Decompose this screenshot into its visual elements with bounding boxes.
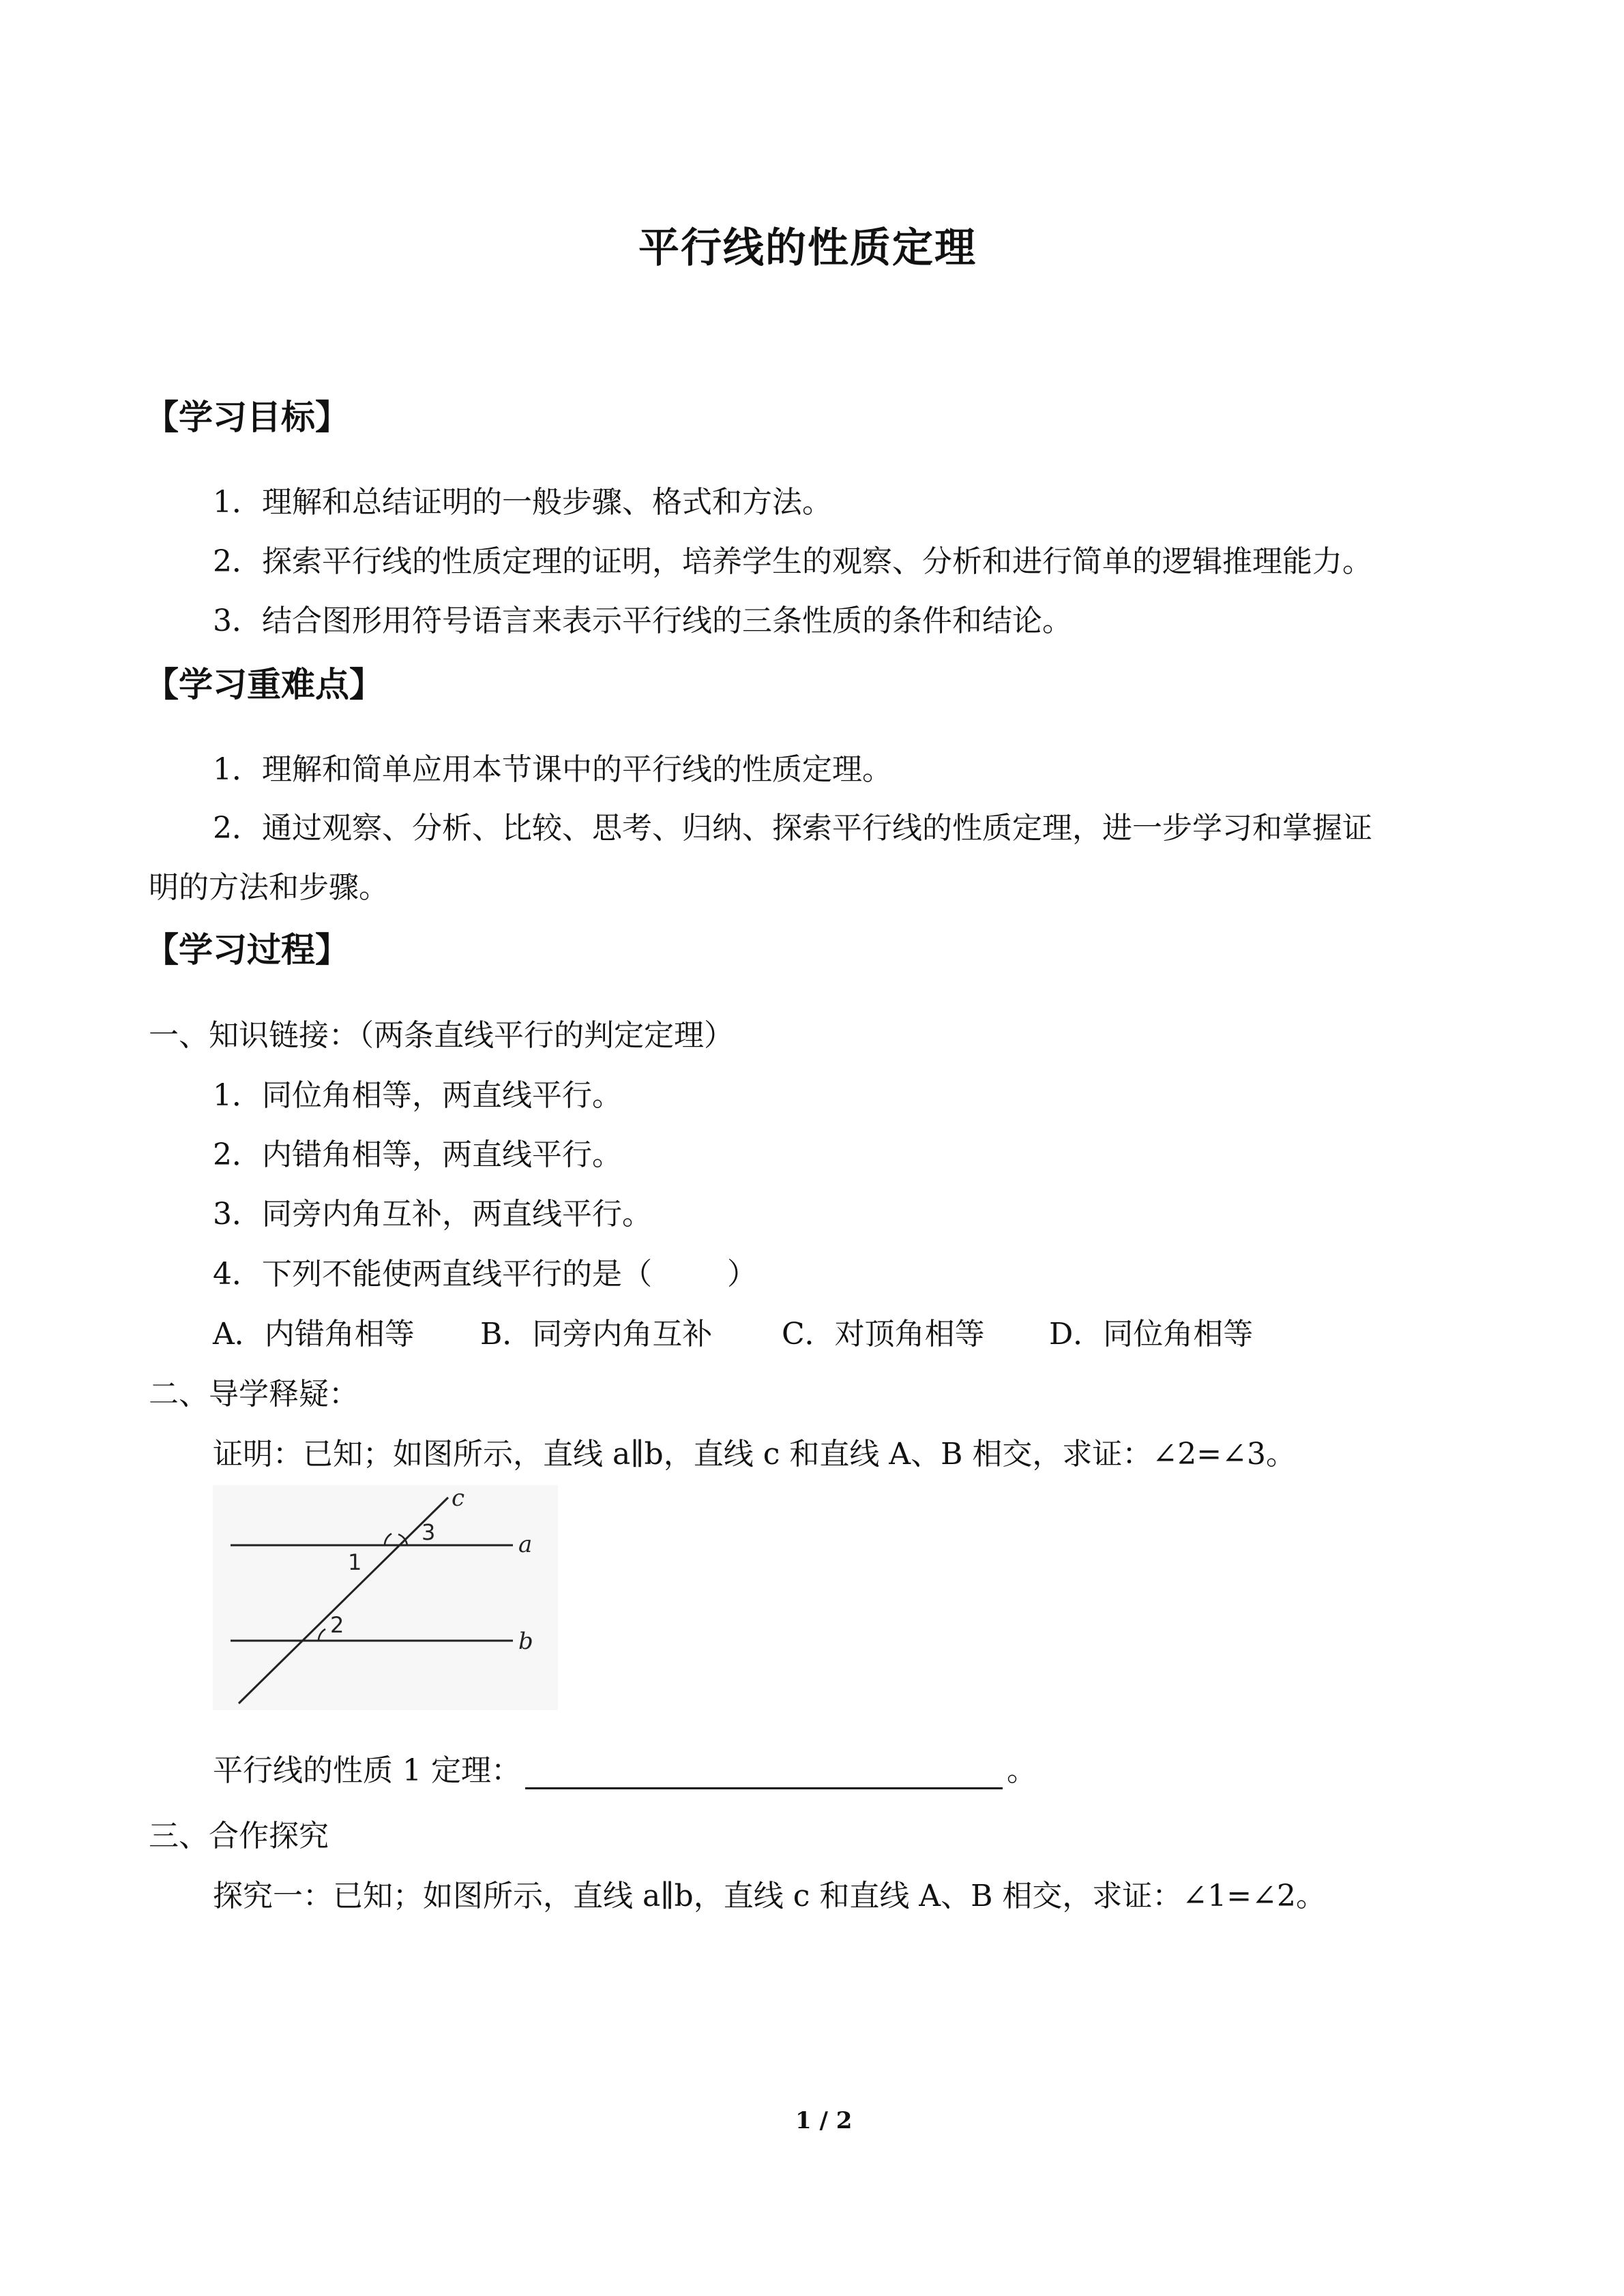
label-c: c [452,1485,465,1512]
multiple-choice-question [213,1249,757,1293]
page-title: 平行线的性质定理 [638,224,977,272]
parallel-lines-diagram [213,1485,558,1710]
proof-statement: 证明：已知；如图所示，直线 a∥b，直线 c 和直线 A、B 相交，求证：∠2=∠3。 [213,1437,1296,1472]
question-close-paren: ） [727,1257,757,1292]
keypoint-2-continued: 明的方法和步骤。 [149,870,389,905]
angle-2-arc [319,1629,325,1641]
part3-heading: 三、合作探究 [149,1819,329,1853]
part1-heading: 一、知识链接：（两条直线平行的判定定理） [149,1018,734,1053]
label-b: b [518,1628,533,1655]
keypoint-1: 1．理解和简单应用本节课中的平行线的性质定理。 [213,752,892,787]
question-text: 4．下列不能使两直线平行的是（ [213,1257,652,1292]
theorem-fill-line [213,1746,1037,1789]
link-item-2: 2．内错角相等，两直线平行。 [213,1137,622,1172]
option-c: C．对顶角相等 [782,1317,985,1352]
objective-3: 3．结合图形用符号语言来表示平行线的三条性质的条件和结论。 [213,603,1072,638]
option-d: D．同位角相等 [1049,1317,1254,1352]
angle-1-arc [385,1534,392,1545]
page-number: 1 / 2 [795,2107,853,2134]
label-angle-1: 1 [348,1549,362,1575]
inquiry-statement: 探究一：已知；如图所示，直线 a∥b，直线 c 和直线 A、B 相交，求证：∠1=∠2。 [213,1879,1326,1913]
process-heading: 【学习过程】 [145,930,349,970]
option-b: B．同旁内角互补 [480,1317,713,1352]
label-a: a [518,1531,533,1558]
theorem-blank[interactable] [525,1760,1003,1789]
part2-heading: 二、导学释疑： [149,1377,359,1412]
link-item-1: 1．同位角相等，两直线平行。 [213,1078,622,1113]
parallel-lines-figure [213,1485,558,1710]
objective-2: 2．探索平行线的性质定理的证明，培养学生的观察、分析和进行简单的逻辑推理能力。 [213,544,1372,579]
label-angle-2: 2 [330,1612,344,1638]
keypoints-heading: 【学习重难点】 [145,665,383,704]
link-item-3: 3．同旁内角互补，两直线平行。 [213,1197,652,1232]
option-a: A．内错角相等 [213,1317,415,1352]
angle-3-arc [398,1534,407,1545]
objective-1: 1．理解和总结证明的一般步骤、格式和方法。 [213,485,832,520]
label-angle-3: 3 [422,1519,436,1545]
line-c [239,1497,448,1703]
objectives-heading: 【学习目标】 [145,398,349,437]
keypoint-2: 2．通过观察、分析、比较、思考、归纳、探索平行线的性质定理，进一步学习和掌握证 [213,811,1372,846]
theorem-label: 平行线的性质 1 定理： [213,1753,521,1788]
theorem-period: 。 [1006,1753,1037,1788]
